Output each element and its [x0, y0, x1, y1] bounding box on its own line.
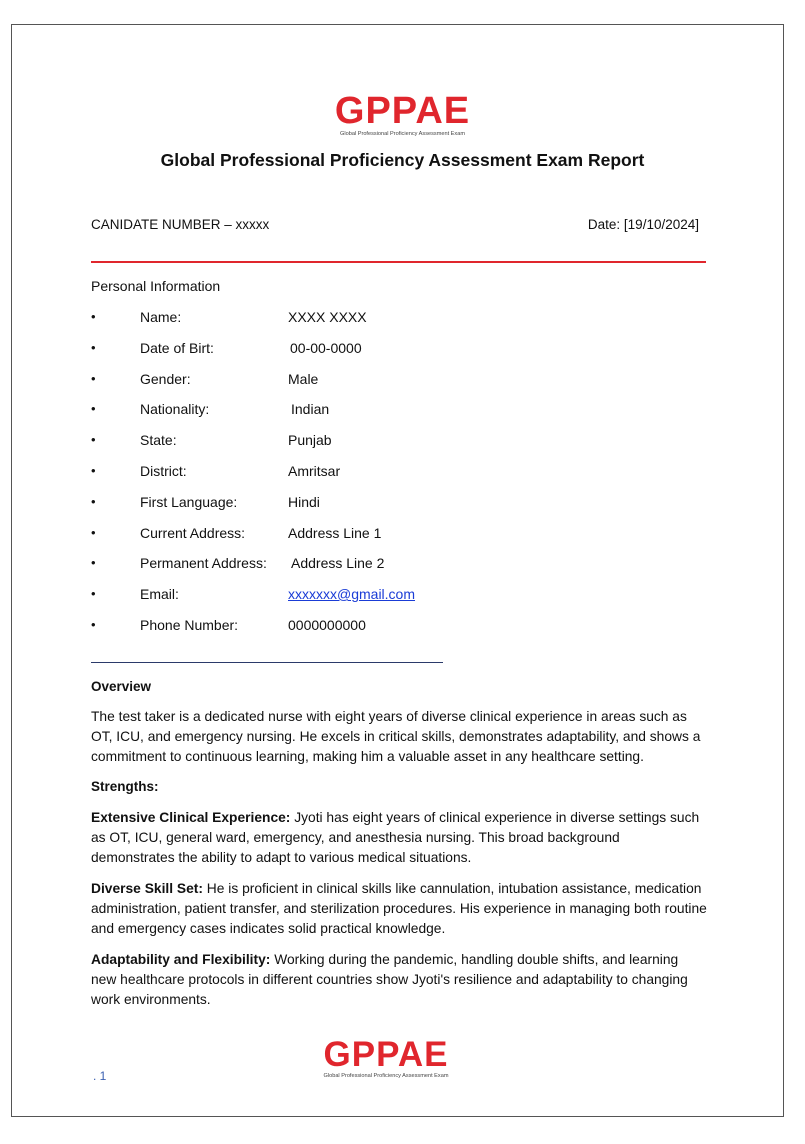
info-value: 00-00-0000 — [290, 340, 362, 356]
bullet: • — [91, 525, 96, 540]
header-divider — [91, 261, 706, 263]
info-label: State: — [140, 432, 177, 448]
info-value: Indian — [291, 401, 330, 417]
gppae-logo — [0, 92, 805, 137]
bullet: • — [91, 432, 96, 447]
bullet: • — [91, 371, 96, 386]
bullet: • — [91, 586, 96, 601]
info-label: Gender: — [140, 371, 191, 387]
strength-text: Working during the pandemic, handling double shifts, and learning new healthcare protocols in different countries show Jyoti's resilience and adaptability to changing work environments. — [91, 952, 688, 1007]
info-value: Punjab — [288, 432, 332, 448]
info-label: Name: — [140, 309, 182, 325]
info-label: District: — [140, 463, 187, 479]
info-value: XXXX XXXX — [288, 309, 367, 325]
report-title: Global Professional Proficiency Assessment Exam Report — [160, 150, 645, 170]
info-label: Current Address: — [140, 525, 246, 541]
info-label: Nationality: — [140, 401, 210, 417]
info-value: Address Line 2 — [291, 555, 385, 571]
footer-logo — [313, 1037, 459, 1079]
strength-text: He is proficient in clinical skills like cannulation, intubation assistance, medication administration, patient transfer, and sterilization procedures. His experience in managing both routine and emergency cases indicates solid practical knowledge. — [91, 881, 707, 936]
logo-subtitle: Global Professional Proficiency Assessment Exam — [340, 131, 465, 137]
bullet: • — [91, 401, 96, 416]
strength-title: Adaptability and Flexibility: — [91, 952, 271, 967]
info-value: 0000000000 — [288, 617, 366, 633]
bullet: • — [91, 463, 96, 478]
bullet: • — [91, 494, 96, 509]
logo-subtitle: Global Professional Proficiency Assessment Exam — [323, 1073, 449, 1079]
personal-info-heading: Personal Information — [91, 278, 221, 294]
info-label: Phone Number: — [140, 617, 239, 633]
strengths-heading: Strengths: — [91, 779, 159, 794]
candidate-number: CANIDATE NUMBER – xxxxx — [91, 217, 270, 232]
info-value: Address Line 1 — [288, 525, 382, 541]
strength-item — [91, 879, 707, 939]
info-label: Permanent Address: — [140, 555, 267, 571]
strength-item — [91, 950, 707, 1010]
overview-text: The test taker is a dedicated nurse with eight years of diverse clinical experience in areas such as OT, ICU, and emergency nursing. He excels in critical skills, demonstrates adaptability, and shows a commitment to continuous learning, making him a valuable asset in any healthcare setting. — [91, 709, 701, 764]
strength-title: Diverse Skill Set: — [91, 881, 203, 896]
overview-heading: Overview — [91, 679, 152, 694]
report-date: Date: [19/10/2024] — [587, 217, 699, 232]
info-label: Date of Birt: — [140, 340, 214, 356]
info-label: Email: — [140, 586, 179, 602]
info-value: Hindi — [288, 494, 320, 510]
bullet: • — [91, 309, 96, 324]
logo-wordmark: GPPAE — [323, 1035, 449, 1074]
info-value: Male — [288, 371, 319, 387]
strength-text: Jyoti has eight years of clinical experience in diverse settings such as OT, ICU, general ward, emergency, and anesthesia nursing. This broad background demonstrates the ability to adapt to various medical situations. — [91, 810, 700, 865]
strength-title: Extensive Clinical Experience: — [91, 810, 291, 825]
bullet: • — [91, 340, 96, 355]
email-link[interactable]: xxxxxxx@gmail.com — [288, 586, 416, 602]
info-label: First Language: — [140, 494, 238, 510]
logo-wordmark: GPPAE — [334, 90, 471, 132]
info-value: Amritsar — [288, 463, 341, 479]
bullet: • — [91, 555, 96, 570]
section-divider — [91, 662, 443, 663]
page-number: . 1 — [93, 1069, 107, 1083]
bullet: • — [91, 617, 96, 632]
strength-item — [91, 808, 707, 868]
